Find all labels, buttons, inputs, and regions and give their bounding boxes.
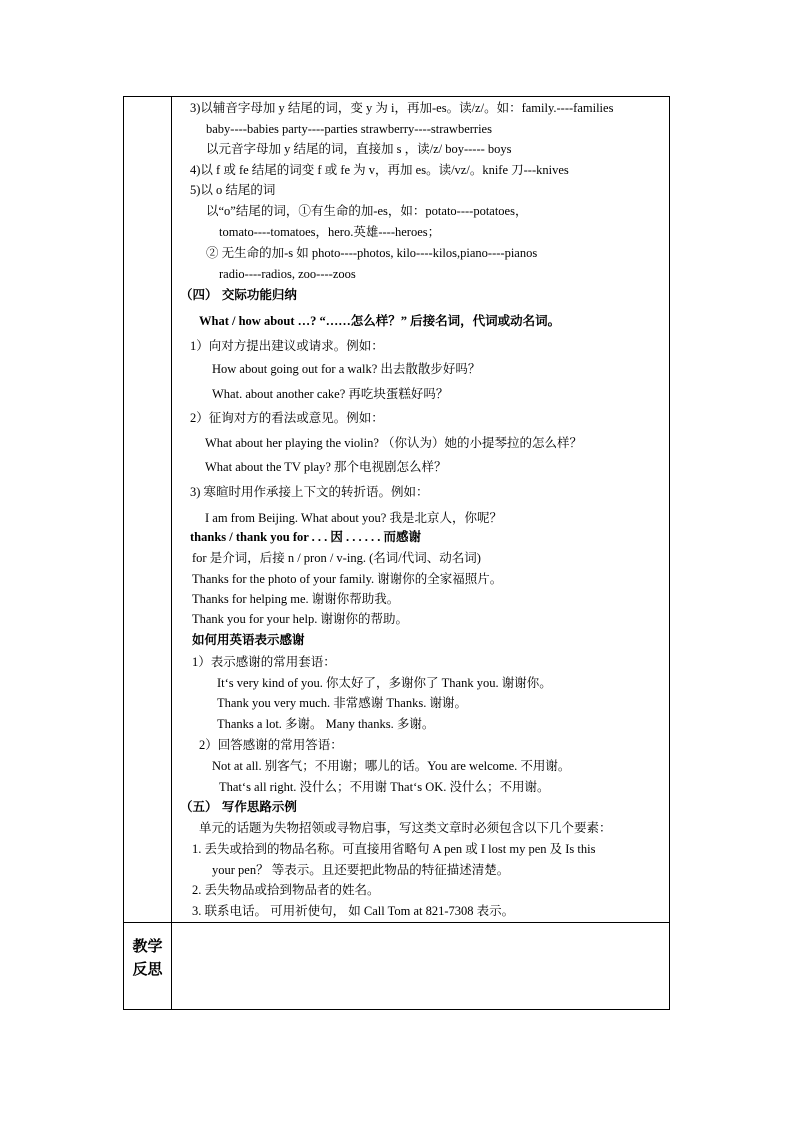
note-line: How about going out for a walk? 出去散散步好吗？: [212, 362, 481, 376]
note-line: What about her playing the violin? （你认为）她的小提琴拉的怎么样？: [205, 436, 583, 450]
note-line: Thank you for your help. 谢谢你的帮助。: [192, 612, 408, 626]
section-heading: （四） 交际功能归纳: [180, 287, 297, 302]
note-line: I am from Beijing. What about you? 我是北京人，你呢？: [205, 511, 502, 525]
note-line: for 是介词，后接 n / pron / v-ing. (名词/代词、动名词): [192, 551, 481, 565]
note-line: radio----radios, zoo----zoos: [219, 267, 356, 281]
note-line: your pen？ 等表示。且还要把此物品的特征描述清楚。: [212, 863, 510, 877]
reflection-label: 教学 反思: [132, 937, 163, 978]
note-line: 3. 联系电话。 可用祈使句， 如 Call Tom at 821-7308 表示。: [192, 904, 515, 918]
note-line: 4)以 f 或 fe 结尾的词变 f 或 fe 为 v，再加 es。读/vz/。knife 刀---knives: [190, 163, 569, 177]
note-line: Thank you very much. 非常感谢 Thanks. 谢谢。: [217, 696, 467, 710]
note-line: 单元的话题为失物招领或寻物启事，写这类文章时必须包含以下几个要素：: [199, 821, 612, 835]
note-line: Not at all. 别客气；不用谢；哪儿的话。You are welcome. 不用谢。: [212, 759, 571, 773]
note-line: What / how about …? “……怎么样？” 后接名词，代词或动名词。: [199, 314, 561, 328]
note-line: 3) 寒暄时用作承接上下文的转折语。例如：: [190, 485, 429, 499]
note-line: 2. 丢失物品或拾到物品者的姓名。: [192, 883, 380, 897]
row-divider: [124, 922, 669, 923]
note-line: baby----babies party----parties strawberry----strawberries: [206, 122, 492, 136]
note-line: ② 无生命的加-s 如 photo----photos, kilo----kilos,piano----pianos: [206, 246, 538, 260]
note-line: 5)以 o 结尾的词: [190, 183, 276, 197]
note-line: 1）向对方提出建议或请求。例如：: [190, 339, 384, 353]
section-heading: 如何用英语表示感谢: [192, 632, 305, 647]
note-line: 1）表示感谢的常用套语：: [192, 655, 336, 669]
note-line: That‘s all right. 没什么；不用谢 That‘s OK. 没什么；不用谢。: [219, 780, 550, 794]
note-line: 1. 丢失或拾到的物品名称。可直接用省略句 A pen 或 I lost my pen 及 Is this: [192, 842, 596, 856]
note-line: Thanks for the photo of your family. 谢谢你的全家福照片。: [192, 572, 503, 586]
note-line: What. about another cake? 再吃块蛋糕好吗？: [212, 387, 449, 401]
column-divider: [171, 97, 172, 1009]
note-line: Thanks a lot. 多谢。 Many thanks. 多谢。: [217, 717, 435, 731]
note-line: 以元音字母加 y 结尾的词，直接加 s ，读/z/ boy----- boys: [206, 142, 512, 156]
note-line: 2）回答感谢的常用答语：: [199, 738, 343, 752]
note-line: 以“o”结尾的词，①有生命的加-es，如：potato----potatoes，: [206, 204, 528, 218]
note-line: 2）征询对方的看法或意见。例如：: [190, 411, 384, 425]
note-line: What about the TV play? 那个电视剧怎么样？: [205, 460, 447, 474]
note-line: tomato----tomatoes，hero.英雄----heroes；: [219, 225, 441, 239]
note-line: It‘s very kind of you. 你太好了，多谢你了 Thank you. 谢谢你。: [217, 676, 552, 690]
note-line: 3)以辅音字母加 y 结尾的词，变 y 为 i，再加-es。读/z/。如：family.----families: [190, 101, 614, 115]
section-heading: （五） 写作思路示例: [180, 799, 297, 814]
note-line: Thanks for helping me. 谢谢你帮助我。: [192, 592, 400, 606]
note-line: thanks / thank you for . . . 因 . . . . . . 而感谢: [190, 530, 422, 544]
